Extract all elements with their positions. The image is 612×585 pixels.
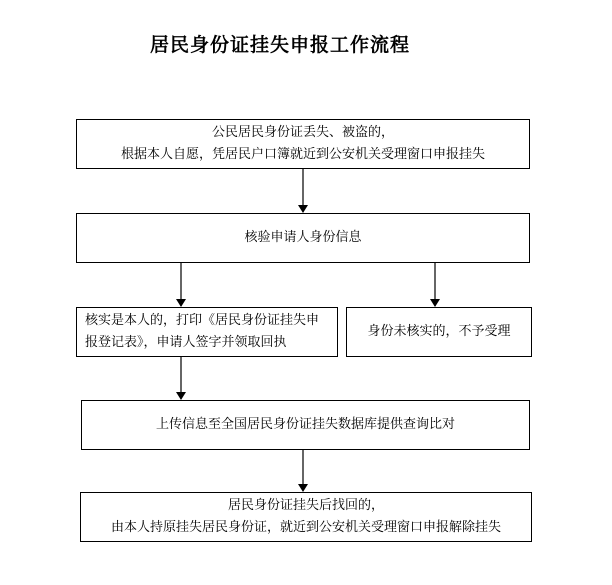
step-identity-rejected — [346, 307, 532, 357]
step-report-loss-line1: 公民居民身份证丢失、被盗的， — [211, 125, 394, 140]
step-report-loss — [76, 119, 530, 169]
step-identity-verified-line1: 核实是本人的，打印《居民身份证挂失申 — [85, 313, 320, 328]
step-upload-database — [81, 400, 530, 450]
step-verify-identity-text: 核验申请人身份信息 — [244, 230, 362, 245]
step-report-loss-line2: 根据本人自愿，凭居民户口簿就近到公安机关受理窗口申报挂失 — [120, 147, 485, 162]
step-cancel-loss — [80, 492, 532, 542]
step-identity-verified-line2: 报登记表》，申请人签字并领取回执 — [85, 335, 287, 350]
step-upload-database-text: 上传信息至全国居民身份证挂失数据库提供查询比对 — [155, 417, 455, 432]
step-cancel-loss-line1: 居民身份证挂失后找回的， — [227, 498, 384, 513]
step-identity-verified — [76, 307, 338, 357]
step-cancel-loss-line2: 由本人持原挂失居民身份证，就近到公安机关受理窗口申报解除挂失 — [110, 520, 501, 535]
step-verify-identity — [76, 213, 530, 263]
flowchart-title: 居民身份证挂失申报工作流程 — [149, 34, 410, 56]
step-identity-rejected-text: 身份未核实的，不予受理 — [367, 324, 511, 339]
